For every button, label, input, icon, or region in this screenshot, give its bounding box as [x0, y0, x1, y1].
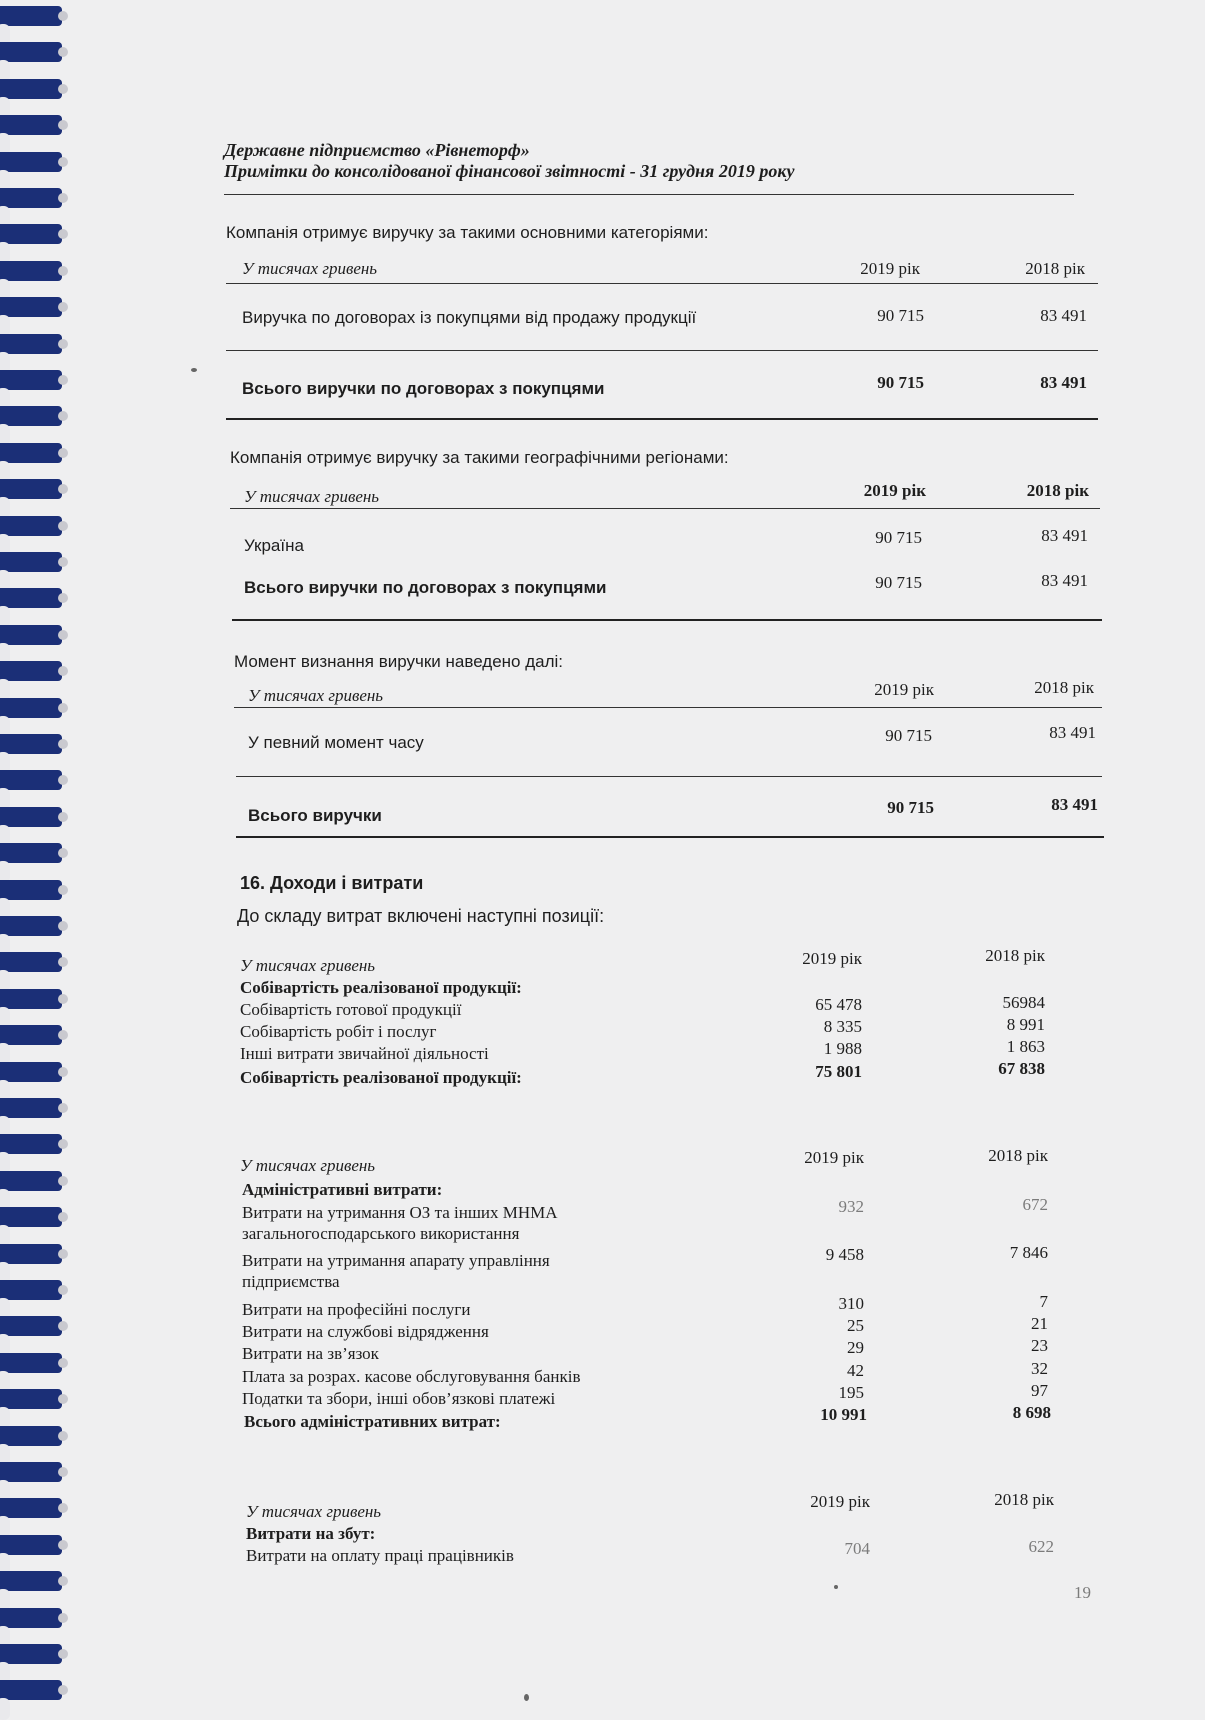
cost-row-2019: 1 988 [823, 1039, 862, 1058]
admin-year-2018: 2018 рік [988, 1146, 1048, 1165]
admin-row-2018: 21 [1031, 1314, 1048, 1333]
binding-ring [0, 1062, 62, 1082]
table2-year-2019: 2019 рік [863, 481, 926, 500]
table2-row-label: Україна [244, 536, 304, 555]
table3-year-2019: 2019 рік [874, 680, 934, 699]
cost-row-2018: 8 991 [1006, 1015, 1045, 1034]
cost-total-2019: 75 801 [815, 1062, 862, 1081]
admin-row-label: Витрати на службові відрядження [242, 1322, 489, 1341]
table1-row-rule [226, 350, 1098, 351]
company-name: Державне підприємство «Рівнеторф» [224, 140, 530, 160]
admin-row-2018: 97 [1031, 1381, 1048, 1400]
binding-ring [0, 334, 62, 354]
binding-ring [0, 1207, 62, 1227]
table2-total-rule [232, 619, 1102, 621]
admin-row-2018: 32 [1031, 1359, 1048, 1378]
table3-row-label: У певний момент часу [248, 733, 424, 752]
admin-row-2019: 9 458 [825, 1245, 864, 1264]
table1-total-label: Всього виручки по договорах з покупцями [242, 379, 605, 398]
table1-year-2019: 2019 рік [860, 259, 920, 278]
sales-heading: Витрати на збут: [246, 1524, 376, 1543]
table3-row-2019: 90 715 [885, 726, 932, 745]
table2-row-2019: 90 715 [875, 528, 922, 547]
cost-unit-label: У тисячах гривень [240, 956, 376, 975]
binding-ring [0, 1498, 62, 1518]
table3-year-2018: 2018 рік [1034, 678, 1094, 697]
admin-row-2019: 42 [847, 1361, 864, 1380]
binding-ring [0, 880, 62, 900]
binding-ring [0, 42, 62, 62]
sales-year-2019: 2019 рік [810, 1492, 870, 1511]
binding-ring [0, 625, 62, 645]
admin-row-label: Витрати на зв’язок [242, 1344, 379, 1363]
scan-speck [524, 1694, 529, 1701]
binding-ring [0, 115, 62, 135]
cost-total-label: Собівартість реалізованої продукції: [240, 1068, 522, 1087]
binding-ring [0, 588, 62, 608]
table3-total-label: Всього виручки [248, 806, 382, 825]
admin-row-2019: 310 [838, 1294, 864, 1313]
admin-total-label: Всього адміністративних витрат: [244, 1412, 501, 1431]
binding-ring [0, 1608, 62, 1628]
sales-unit-label: У тисячах гривень [246, 1502, 382, 1521]
admin-row-2019: 195 [838, 1383, 864, 1402]
table2-total-label: Всього виручки по договорах з покупцями [244, 578, 607, 597]
binding-ring [0, 698, 62, 718]
cost-row-2019: 8 335 [823, 1017, 862, 1036]
binding-ring [0, 406, 62, 426]
cost-row-label: Інші витрати звичайної діяльності [240, 1044, 489, 1063]
admin-row-2018: 23 [1031, 1336, 1048, 1355]
binding-ring [0, 297, 62, 317]
sales-row-label: Витрати на оплату праці працівників [246, 1546, 514, 1565]
admin-row-label-cont: загальногосподарського використання [242, 1224, 520, 1243]
cost-row-label: Собівартість робіт і послуг [240, 1022, 437, 1041]
binding-ring [0, 807, 62, 827]
binding-ring [0, 1280, 62, 1300]
table2-row-2018: 83 491 [1041, 526, 1088, 545]
table1-year-2018: 2018 рік [1025, 259, 1085, 278]
binding-ring [0, 552, 62, 572]
table2-header-rule [230, 508, 1100, 509]
admin-row-2019: 932 [838, 1197, 864, 1216]
cost-row-2018: 56984 [1002, 993, 1045, 1012]
admin-row-2019: 29 [847, 1338, 864, 1357]
admin-total-2018: 8 698 [1012, 1403, 1051, 1422]
cost-total-2018: 67 838 [998, 1059, 1045, 1078]
binding-ring [0, 989, 62, 1009]
admin-row-label: Податки та збори, інші обов’язкові платежі [242, 1389, 556, 1408]
cost-year-2018: 2018 рік [985, 946, 1045, 965]
admin-total-2019: 10 991 [820, 1405, 867, 1424]
binding-ring [0, 1571, 62, 1591]
admin-row-2019: 25 [847, 1316, 864, 1335]
spiral-binding [0, 0, 72, 1718]
header-rule [224, 194, 1074, 195]
admin-row-2018: 7 846 [1009, 1243, 1048, 1262]
admin-row-label: Витрати на утримання апарату управління [242, 1251, 550, 1270]
admin-heading: Адміністративні витрати: [242, 1180, 443, 1199]
binding-hole [0, 1698, 10, 1720]
binding-ring [0, 1680, 62, 1700]
scan-speck [191, 368, 197, 372]
table1-total-2019: 90 715 [877, 373, 924, 392]
admin-row-label-cont: підприємства [242, 1272, 340, 1291]
binding-ring [0, 1244, 62, 1264]
table3-total-2019: 90 715 [887, 798, 934, 817]
table1-row-label: Виручка по договорах із покупцями від продажу продукції [242, 308, 697, 327]
binding-ring [0, 843, 62, 863]
binding-ring [0, 1426, 62, 1446]
binding-ring [0, 516, 62, 536]
table2-year-2018: 2018 рік [1026, 481, 1089, 500]
binding-ring [0, 661, 62, 681]
admin-row-2018: 672 [1022, 1195, 1048, 1214]
binding-ring [0, 916, 62, 936]
scan-speck [834, 1585, 838, 1589]
table1-row-2019: 90 715 [877, 306, 924, 325]
binding-ring [0, 770, 62, 790]
binding-ring [0, 261, 62, 281]
cost-heading: Собівартість реалізованої продукції: [240, 978, 522, 997]
binding-ring [0, 1462, 62, 1482]
binding-ring [0, 1316, 62, 1336]
cost-year-2019: 2019 рік [802, 949, 862, 968]
binding-ring [0, 1025, 62, 1045]
binding-ring [0, 1389, 62, 1409]
table1-unit-label: У тисячах гривень [242, 259, 378, 278]
binding-ring [0, 370, 62, 390]
binding-ring [0, 952, 62, 972]
table3-header-rule [234, 707, 1102, 708]
sales-row-2018: 622 [1028, 1537, 1054, 1556]
admin-unit-label: У тисячах гривень [240, 1156, 376, 1175]
binding-ring [0, 1171, 62, 1191]
section16-intro: До складу витрат включені наступні позиції: [237, 906, 605, 926]
binding-ring [0, 1535, 62, 1555]
report-subtitle: Примітки до консолідованої фінансової звітності - 31 грудня 2019 року [224, 161, 795, 181]
table3-row-2018: 83 491 [1049, 723, 1096, 742]
cost-row-label: Собівартість готової продукції [240, 1000, 462, 1019]
binding-ring [0, 79, 62, 99]
binding-ring [0, 1134, 62, 1154]
admin-row-label: Витрати на професійні послуги [242, 1300, 471, 1319]
table3-total-rule [236, 836, 1104, 838]
sales-row-2019: 704 [844, 1539, 870, 1558]
table3-unit-label: У тисячах гривень [248, 686, 384, 705]
table1-total-2018: 83 491 [1040, 373, 1087, 392]
section16-title: 16. Доходи і витрати [240, 873, 424, 893]
table1-intro: Компанія отримує виручку за такими основними категоріями: [226, 223, 709, 242]
table2-intro: Компанія отримує виручку за такими географічними регіонами: [230, 448, 729, 467]
admin-row-label: Плата за розрах. касове обслуговування банків [242, 1367, 581, 1386]
table3-intro: Момент визнання виручки наведено далі: [234, 652, 564, 671]
binding-ring [0, 734, 62, 754]
page-number: 19 [1074, 1583, 1091, 1602]
table1-row-2018: 83 491 [1040, 306, 1087, 325]
table1-total-rule [226, 418, 1098, 420]
table1-header-rule [226, 283, 1098, 284]
table2-total-2018: 83 491 [1041, 571, 1088, 590]
table3-row-rule [236, 776, 1102, 777]
binding-ring [0, 188, 62, 208]
binding-ring [0, 6, 62, 26]
binding-ring [0, 1353, 62, 1373]
table2-total-2019: 90 715 [875, 573, 922, 592]
table2-unit-label: У тисячах гривень [244, 487, 380, 506]
table3-total-2018: 83 491 [1051, 795, 1098, 814]
binding-ring [0, 152, 62, 172]
binding-ring [0, 224, 62, 244]
cost-row-2018: 1 863 [1006, 1037, 1045, 1056]
binding-ring [0, 479, 62, 499]
admin-year-2019: 2019 рік [804, 1148, 864, 1167]
sales-year-2018: 2018 рік [994, 1490, 1054, 1509]
binding-ring [0, 1098, 62, 1118]
binding-ring [0, 1644, 62, 1664]
cost-row-2019: 65 478 [815, 995, 862, 1014]
admin-row-label: Витрати на утримання ОЗ та інших МНМА [242, 1203, 558, 1222]
binding-ring [0, 443, 62, 463]
admin-row-2018: 7 [1039, 1292, 1048, 1311]
